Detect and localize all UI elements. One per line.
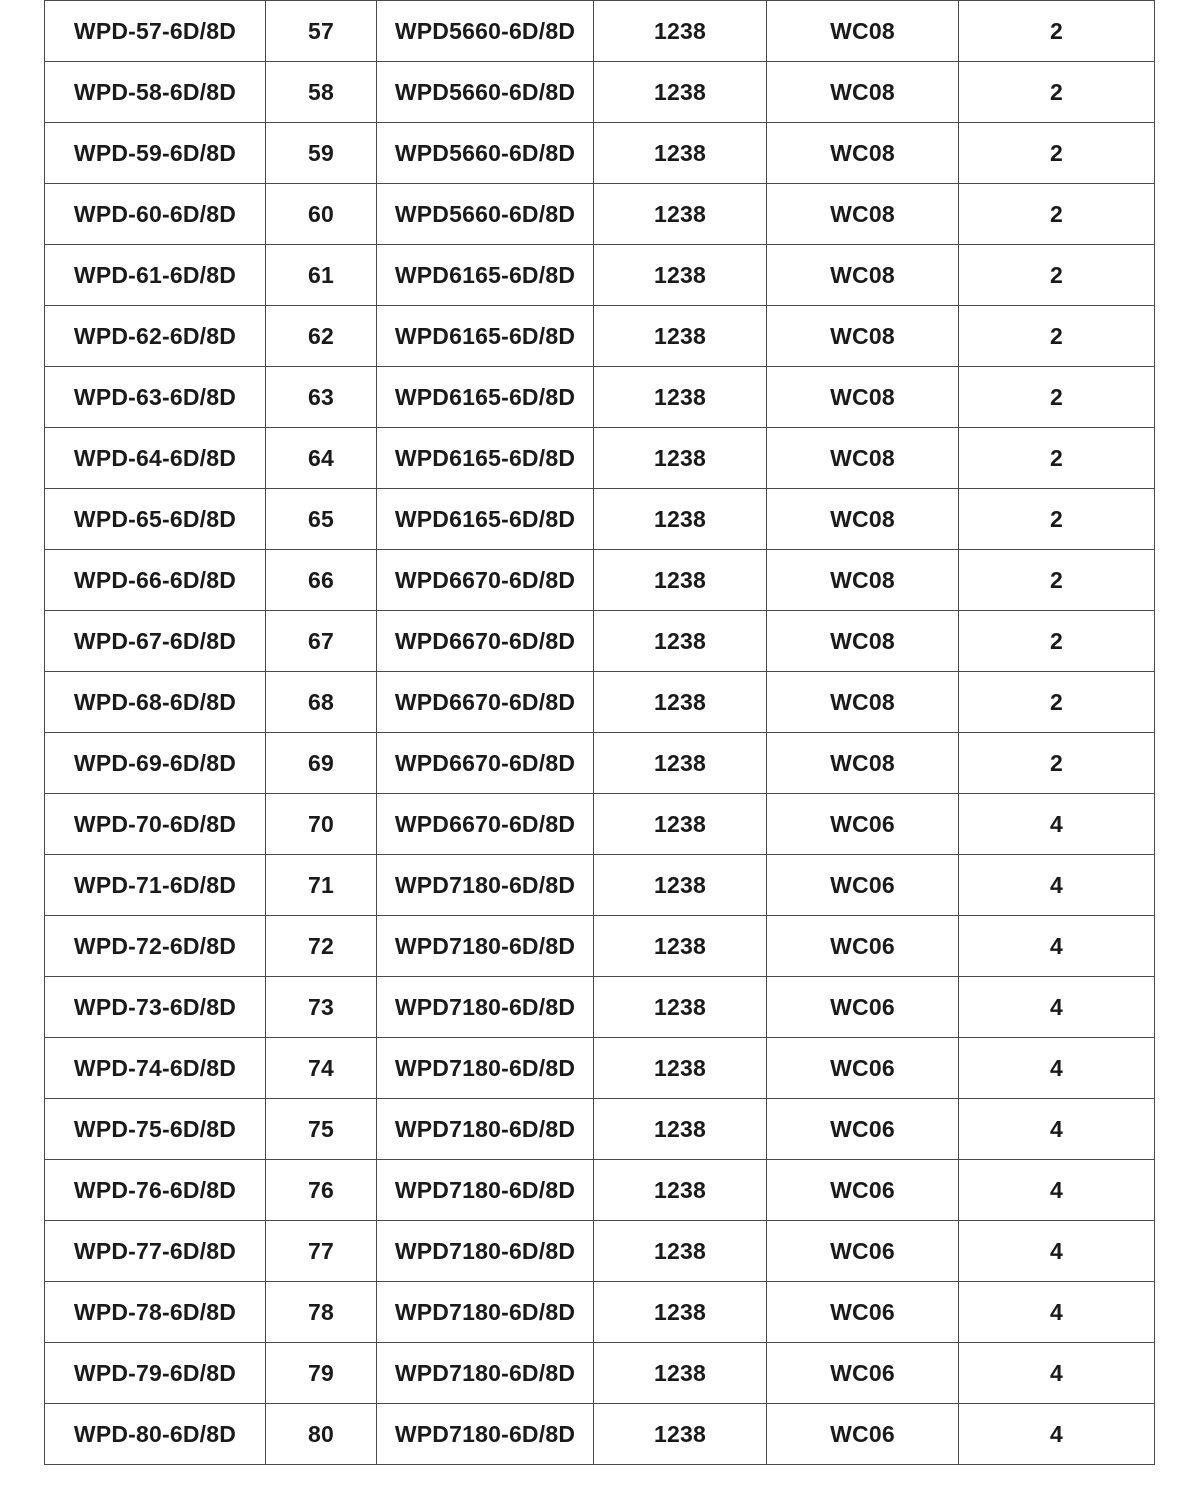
number-cell: 77 (266, 1221, 377, 1282)
type-code-cell: WC08 (767, 306, 959, 367)
size-cell: 1238 (594, 1038, 767, 1099)
part-code-cell: WPD7180-6D/8D (377, 916, 594, 977)
part-code-cell: WPD5660-6D/8D (377, 62, 594, 123)
part-code-cell: WPD7180-6D/8D (377, 1038, 594, 1099)
model-cell: WPD-69-6D/8D (45, 733, 266, 794)
part-code-cell: WPD7180-6D/8D (377, 977, 594, 1038)
type-code-cell: WC08 (767, 62, 959, 123)
table-row (45, 611, 1155, 672)
type-code-cell: WC08 (767, 184, 959, 245)
number-cell: 73 (266, 977, 377, 1038)
number-cell: 67 (266, 611, 377, 672)
model-cell: WPD-62-6D/8D (45, 306, 266, 367)
table-row (45, 1282, 1155, 1343)
size-cell: 1238 (594, 611, 767, 672)
table-row (45, 916, 1155, 977)
part-code-cell: WPD6670-6D/8D (377, 550, 594, 611)
type-code-cell: WC06 (767, 977, 959, 1038)
model-cell: WPD-72-6D/8D (45, 916, 266, 977)
type-code-cell: WC08 (767, 428, 959, 489)
number-cell: 63 (266, 367, 377, 428)
size-cell: 1238 (594, 977, 767, 1038)
part-code-cell: WPD6670-6D/8D (377, 672, 594, 733)
quantity-cell: 2 (959, 184, 1155, 245)
number-cell: 72 (266, 916, 377, 977)
table-row (45, 1221, 1155, 1282)
model-cell: WPD-67-6D/8D (45, 611, 266, 672)
number-cell: 70 (266, 794, 377, 855)
type-code-cell: WC08 (767, 611, 959, 672)
part-code-cell: WPD7180-6D/8D (377, 1282, 594, 1343)
size-cell: 1238 (594, 550, 767, 611)
table-row (45, 306, 1155, 367)
number-cell: 68 (266, 672, 377, 733)
table-row (45, 733, 1155, 794)
model-cell: WPD-59-6D/8D (45, 123, 266, 184)
type-code-cell: WC08 (767, 550, 959, 611)
part-code-cell: WPD6165-6D/8D (377, 367, 594, 428)
table-row (45, 1404, 1155, 1465)
part-code-cell: WPD7180-6D/8D (377, 1160, 594, 1221)
number-cell: 58 (266, 62, 377, 123)
quantity-cell: 2 (959, 123, 1155, 184)
size-cell: 1238 (594, 672, 767, 733)
quantity-cell: 4 (959, 977, 1155, 1038)
spec-table-body (45, 1, 1155, 1465)
type-code-cell: WC06 (767, 1404, 959, 1465)
size-cell: 1238 (594, 62, 767, 123)
table-row (45, 977, 1155, 1038)
table-row (45, 794, 1155, 855)
number-cell: 64 (266, 428, 377, 489)
table-row (45, 550, 1155, 611)
model-cell: WPD-63-6D/8D (45, 367, 266, 428)
part-code-cell: WPD5660-6D/8D (377, 123, 594, 184)
model-cell: WPD-57-6D/8D (45, 1, 266, 62)
model-cell: WPD-74-6D/8D (45, 1038, 266, 1099)
model-cell: WPD-71-6D/8D (45, 855, 266, 916)
part-code-cell: WPD7180-6D/8D (377, 1404, 594, 1465)
model-cell: WPD-68-6D/8D (45, 672, 266, 733)
part-code-cell: WPD6670-6D/8D (377, 733, 594, 794)
spec-table (44, 0, 1155, 1465)
model-cell: WPD-58-6D/8D (45, 62, 266, 123)
number-cell: 62 (266, 306, 377, 367)
size-cell: 1238 (594, 428, 767, 489)
quantity-cell: 2 (959, 428, 1155, 489)
table-row (45, 1099, 1155, 1160)
part-code-cell: WPD5660-6D/8D (377, 1, 594, 62)
quantity-cell: 4 (959, 1282, 1155, 1343)
quantity-cell: 4 (959, 794, 1155, 855)
type-code-cell: WC08 (767, 672, 959, 733)
quantity-cell: 4 (959, 1099, 1155, 1160)
model-cell: WPD-60-6D/8D (45, 184, 266, 245)
table-row (45, 672, 1155, 733)
spec-table-container (44, 0, 1154, 1465)
number-cell: 74 (266, 1038, 377, 1099)
model-cell: WPD-77-6D/8D (45, 1221, 266, 1282)
size-cell: 1238 (594, 1343, 767, 1404)
size-cell: 1238 (594, 1, 767, 62)
table-row (45, 1160, 1155, 1221)
size-cell: 1238 (594, 1404, 767, 1465)
model-cell: WPD-66-6D/8D (45, 550, 266, 611)
number-cell: 78 (266, 1282, 377, 1343)
type-code-cell: WC06 (767, 855, 959, 916)
type-code-cell: WC06 (767, 794, 959, 855)
number-cell: 59 (266, 123, 377, 184)
number-cell: 57 (266, 1, 377, 62)
number-cell: 61 (266, 245, 377, 306)
table-row (45, 428, 1155, 489)
table-row (45, 123, 1155, 184)
part-code-cell: WPD7180-6D/8D (377, 1099, 594, 1160)
part-code-cell: WPD6165-6D/8D (377, 245, 594, 306)
type-code-cell: WC08 (767, 123, 959, 184)
quantity-cell: 2 (959, 306, 1155, 367)
quantity-cell: 2 (959, 1, 1155, 62)
number-cell: 69 (266, 733, 377, 794)
type-code-cell: WC06 (767, 1221, 959, 1282)
number-cell: 79 (266, 1343, 377, 1404)
size-cell: 1238 (594, 489, 767, 550)
quantity-cell: 2 (959, 245, 1155, 306)
type-code-cell: WC08 (767, 1, 959, 62)
type-code-cell: WC06 (767, 1038, 959, 1099)
model-cell: WPD-73-6D/8D (45, 977, 266, 1038)
quantity-cell: 2 (959, 611, 1155, 672)
table-row (45, 489, 1155, 550)
quantity-cell: 4 (959, 1404, 1155, 1465)
part-code-cell: WPD5660-6D/8D (377, 184, 594, 245)
number-cell: 75 (266, 1099, 377, 1160)
quantity-cell: 4 (959, 855, 1155, 916)
table-row (45, 855, 1155, 916)
type-code-cell: WC06 (767, 1343, 959, 1404)
quantity-cell: 4 (959, 1160, 1155, 1221)
type-code-cell: WC06 (767, 1160, 959, 1221)
quantity-cell: 4 (959, 1038, 1155, 1099)
number-cell: 80 (266, 1404, 377, 1465)
size-cell: 1238 (594, 733, 767, 794)
type-code-cell: WC08 (767, 245, 959, 306)
quantity-cell: 2 (959, 550, 1155, 611)
model-cell: WPD-80-6D/8D (45, 1404, 266, 1465)
size-cell: 1238 (594, 1221, 767, 1282)
quantity-cell: 2 (959, 62, 1155, 123)
table-row (45, 245, 1155, 306)
size-cell: 1238 (594, 184, 767, 245)
size-cell: 1238 (594, 367, 767, 428)
table-row (45, 367, 1155, 428)
part-code-cell: WPD7180-6D/8D (377, 855, 594, 916)
type-code-cell: WC08 (767, 733, 959, 794)
model-cell: WPD-70-6D/8D (45, 794, 266, 855)
table-row (45, 1343, 1155, 1404)
model-cell: WPD-61-6D/8D (45, 245, 266, 306)
table-row (45, 184, 1155, 245)
quantity-cell: 2 (959, 733, 1155, 794)
number-cell: 65 (266, 489, 377, 550)
type-code-cell: WC06 (767, 916, 959, 977)
type-code-cell: WC06 (767, 1282, 959, 1343)
type-code-cell: WC06 (767, 1099, 959, 1160)
table-row (45, 1038, 1155, 1099)
size-cell: 1238 (594, 1282, 767, 1343)
part-code-cell: WPD6165-6D/8D (377, 428, 594, 489)
part-code-cell: WPD6165-6D/8D (377, 489, 594, 550)
size-cell: 1238 (594, 245, 767, 306)
part-code-cell: WPD6165-6D/8D (377, 306, 594, 367)
model-cell: WPD-75-6D/8D (45, 1099, 266, 1160)
part-code-cell: WPD7180-6D/8D (377, 1221, 594, 1282)
size-cell: 1238 (594, 916, 767, 977)
size-cell: 1238 (594, 306, 767, 367)
part-code-cell: WPD7180-6D/8D (377, 1343, 594, 1404)
quantity-cell: 4 (959, 1221, 1155, 1282)
part-code-cell: WPD6670-6D/8D (377, 611, 594, 672)
number-cell: 71 (266, 855, 377, 916)
number-cell: 66 (266, 550, 377, 611)
number-cell: 60 (266, 184, 377, 245)
model-cell: WPD-78-6D/8D (45, 1282, 266, 1343)
size-cell: 1238 (594, 1160, 767, 1221)
model-cell: WPD-64-6D/8D (45, 428, 266, 489)
model-cell: WPD-79-6D/8D (45, 1343, 266, 1404)
quantity-cell: 4 (959, 1343, 1155, 1404)
size-cell: 1238 (594, 794, 767, 855)
size-cell: 1238 (594, 123, 767, 184)
table-row (45, 62, 1155, 123)
model-cell: WPD-76-6D/8D (45, 1160, 266, 1221)
quantity-cell: 2 (959, 489, 1155, 550)
quantity-cell: 4 (959, 916, 1155, 977)
model-cell: WPD-65-6D/8D (45, 489, 266, 550)
quantity-cell: 2 (959, 672, 1155, 733)
part-code-cell: WPD6670-6D/8D (377, 794, 594, 855)
quantity-cell: 2 (959, 367, 1155, 428)
number-cell: 76 (266, 1160, 377, 1221)
size-cell: 1238 (594, 855, 767, 916)
table-row (45, 1, 1155, 62)
type-code-cell: WC08 (767, 489, 959, 550)
size-cell: 1238 (594, 1099, 767, 1160)
type-code-cell: WC08 (767, 367, 959, 428)
